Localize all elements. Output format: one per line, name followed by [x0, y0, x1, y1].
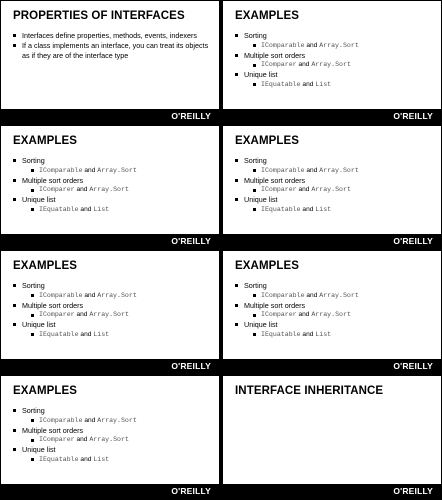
bullet-item: Unique list: [235, 320, 433, 330]
conjunction: and: [306, 166, 318, 174]
slide-footer-bar: [223, 359, 441, 372]
code-text: List: [315, 205, 332, 213]
code-text: IEquatable: [261, 205, 301, 213]
slide-thumbnail-7[interactable]: [1, 376, 219, 497]
bullet-item: Unique list: [13, 320, 211, 330]
slide-footer-bar: [1, 484, 219, 497]
slide-thumbnail-1[interactable]: [1, 1, 219, 122]
slide-title: EXAMPLES: [235, 260, 300, 272]
conjunction: and: [84, 166, 96, 174]
oreilly-logo: O'REILLY: [171, 111, 211, 121]
bullet-item: Multiple sort orders: [235, 301, 433, 311]
bullet-item: Sorting: [235, 281, 433, 291]
bullet-list: [235, 281, 433, 340]
slide-footer-bar: [223, 234, 441, 247]
code-text: List: [315, 330, 332, 338]
code-text: Array.Sort: [319, 41, 359, 49]
code-text: IComparer: [39, 186, 75, 193]
oreilly-logo: O'REILLY: [393, 361, 433, 371]
conjunction: and: [84, 416, 96, 424]
slide-thumbnail-6[interactable]: [223, 251, 441, 372]
conjunction: and: [298, 61, 310, 68]
conjunction: and: [302, 330, 314, 338]
slide-thumbnail-3[interactable]: [1, 126, 219, 247]
conjunction: and: [298, 186, 310, 193]
code-text: Array.Sort: [97, 416, 137, 424]
code-text: IComparer: [39, 311, 75, 318]
oreilly-logo: O'REILLY: [393, 236, 433, 246]
bullet-item: Sorting: [235, 31, 433, 41]
conjunction: and: [302, 205, 314, 213]
code-text: List: [315, 80, 332, 88]
conjunction: and: [306, 291, 318, 299]
bullet-item: Unique list: [235, 70, 433, 80]
oreilly-logo: O'REILLY: [171, 486, 211, 496]
code-text: IComparable: [261, 166, 305, 174]
slide-thumbnail-8[interactable]: [223, 376, 441, 497]
conjunction: and: [306, 41, 318, 49]
code-text: Array.Sort: [97, 291, 137, 299]
bullet-item: If a class implements an interface, you can treat its objects as if they are of the interface type: [13, 41, 211, 61]
code-text: List: [93, 455, 110, 463]
sub-bullet-item: [235, 291, 433, 301]
bullet-item: Multiple sort orders: [13, 176, 211, 186]
code-text: IComparer: [39, 436, 75, 443]
code-text: IEquatable: [261, 80, 301, 88]
conjunction: and: [76, 311, 88, 318]
code-text: Array.Sort: [311, 61, 351, 68]
code-text: IComparer: [261, 186, 297, 193]
slide-footer-bar: [223, 109, 441, 122]
code-text: IComparer: [261, 311, 297, 318]
sub-bullet-item: [13, 455, 211, 465]
conjunction: and: [80, 330, 92, 338]
slide-title: EXAMPLES: [13, 385, 78, 397]
slide-footer-bar: [1, 109, 219, 122]
conjunction: and: [80, 205, 92, 213]
code-text: IComparable: [39, 416, 83, 424]
code-text: IEquatable: [261, 330, 301, 338]
sub-bullet-item: [13, 166, 211, 176]
conjunction: and: [76, 436, 88, 443]
oreilly-logo: O'REILLY: [393, 486, 433, 496]
conjunction: and: [302, 80, 314, 88]
code-text: IComparable: [39, 291, 83, 299]
sub-bullet-item: [13, 310, 211, 320]
slide-thumbnail-5[interactable]: [1, 251, 219, 372]
sub-bullet-item: [13, 205, 211, 215]
code-text: IComparable: [261, 291, 305, 299]
bullet-list: [235, 31, 433, 90]
sub-bullet-item: [13, 291, 211, 301]
sub-bullet-item: [13, 416, 211, 426]
bullet-item: Sorting: [13, 281, 211, 291]
code-text: List: [93, 330, 110, 338]
bullet-list: [13, 406, 211, 465]
code-text: IEquatable: [39, 205, 79, 213]
conjunction: and: [76, 186, 88, 193]
bullet-item: Interfaces define properties, methods, events, indexers: [13, 31, 211, 41]
conjunction: and: [80, 455, 92, 463]
code-text: Array.Sort: [319, 166, 359, 174]
bullet-list: [13, 156, 211, 215]
code-text: Array.Sort: [89, 186, 129, 193]
sub-bullet-item: [235, 166, 433, 176]
bullet-list: [235, 156, 433, 215]
bullet-item: Sorting: [13, 406, 211, 416]
oreilly-logo: O'REILLY: [171, 361, 211, 371]
oreilly-logo: O'REILLY: [171, 236, 211, 246]
code-text: IEquatable: [39, 455, 79, 463]
bullet-item: Multiple sort orders: [235, 51, 433, 61]
bullet-item: Unique list: [13, 445, 211, 455]
code-text: Array.Sort: [97, 166, 137, 174]
slide-thumbnail-2[interactable]: [223, 1, 441, 122]
sub-bullet-item: [235, 80, 433, 90]
slide-footer-bar: [1, 359, 219, 372]
bullet-item: Sorting: [235, 156, 433, 166]
code-text: IComparable: [39, 166, 83, 174]
slide-title: EXAMPLES: [13, 135, 78, 147]
bullet-item: Multiple sort orders: [13, 301, 211, 311]
slide-thumbnail-4[interactable]: [223, 126, 441, 247]
slide-title: EXAMPLES: [235, 135, 300, 147]
slide-title: INTERFACE INHERITANCE: [235, 385, 384, 397]
bullet-item: Multiple sort orders: [235, 176, 433, 186]
oreilly-logo: O'REILLY: [393, 111, 433, 121]
bullet-item: Multiple sort orders: [13, 426, 211, 436]
bullet-list: [13, 281, 211, 340]
sub-bullet-item: [235, 205, 433, 215]
bullet-list: [13, 31, 211, 60]
slide-footer-bar: [223, 484, 441, 497]
sub-bullet-item: [13, 435, 211, 445]
bullet-item: Unique list: [235, 195, 433, 205]
sub-bullet-item: [235, 41, 433, 51]
sub-bullet-item: [13, 185, 211, 195]
slide-footer-bar: [1, 234, 219, 247]
code-text: Array.Sort: [89, 311, 129, 318]
code-text: Array.Sort: [311, 311, 351, 318]
bullet-item: Sorting: [13, 156, 211, 166]
sub-bullet-item: [235, 60, 433, 70]
bullet-item: Unique list: [13, 195, 211, 205]
sub-bullet-item: [235, 310, 433, 320]
code-text: IComparable: [261, 41, 305, 49]
code-text: Array.Sort: [89, 436, 129, 443]
slide-title: EXAMPLES: [235, 10, 300, 22]
code-text: Array.Sort: [311, 186, 351, 193]
sub-bullet-item: [235, 330, 433, 340]
slide-title: EXAMPLES: [13, 260, 78, 272]
code-text: IComparer: [261, 61, 297, 68]
conjunction: and: [298, 311, 310, 318]
sub-bullet-item: [235, 185, 433, 195]
code-text: Array.Sort: [319, 291, 359, 299]
sub-bullet-item: [13, 330, 211, 340]
code-text: IEquatable: [39, 330, 79, 338]
conjunction: and: [84, 291, 96, 299]
slide-title: PROPERTIES OF INTERFACES: [13, 10, 185, 22]
code-text: List: [93, 205, 110, 213]
